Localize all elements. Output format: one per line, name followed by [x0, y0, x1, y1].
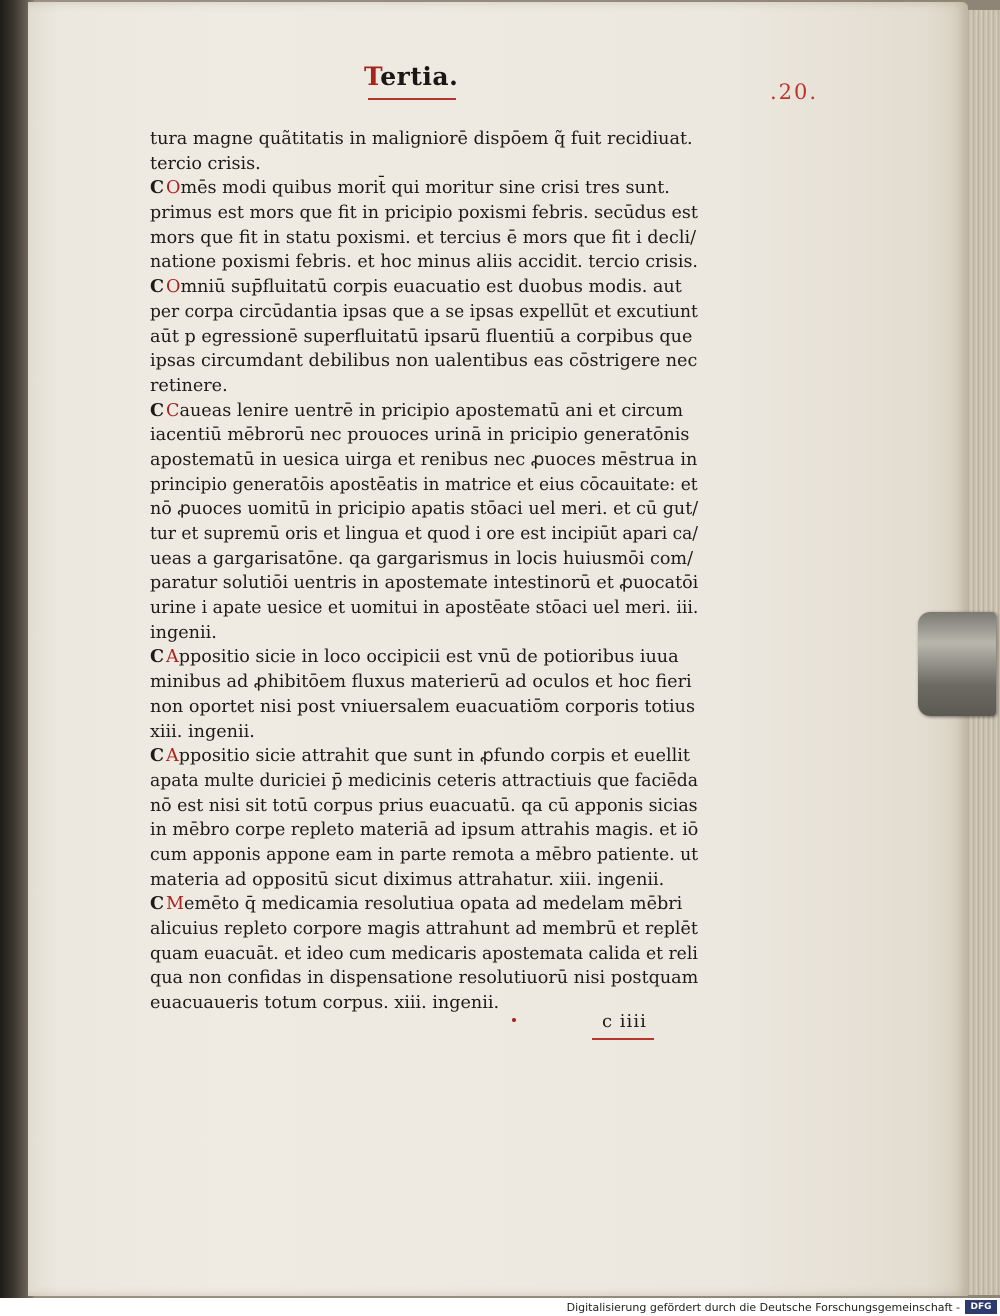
- text-line: [150, 818, 707, 843]
- line-text: per corpa circūdantia ipsas que a se ipsas expellūt et excutiunt: [150, 301, 698, 322]
- line-text: primus est mors que fit in pricipio poxismi febris. secūdus est: [150, 203, 698, 224]
- line-text: mors que fit in statu poxismi. et tercius ē mors que fit i decli/: [150, 227, 696, 248]
- text-line: [150, 892, 710, 917]
- folio-number: .20.: [770, 80, 819, 104]
- line-text: cum apponis appone eam in parte remota a mēbro patiente. ut: [150, 844, 699, 865]
- paragraph-mark: C: [150, 893, 165, 915]
- text-line: [150, 399, 710, 424]
- paragraph-mark: C: [150, 399, 165, 421]
- paragraph-mark: C: [150, 745, 165, 767]
- signature-mark: c iiii: [602, 1011, 647, 1032]
- rubricated-initial: A: [166, 647, 179, 668]
- text-line: [150, 325, 710, 350]
- text-line: [150, 176, 710, 201]
- line-text: principio generatōis apostēatis in matrice et eius cōcauitate: et: [150, 474, 698, 495]
- signature-underline: [592, 1038, 654, 1040]
- text-line: [150, 522, 699, 547]
- line-text: qua non confidas in dispensatione resolutiuorū nisi postquam: [150, 968, 699, 989]
- line-text: nō ꝓuoces uomitū in pricipio apatis stōaci uel meri. et cū gut/: [150, 499, 699, 520]
- line-text: tercio crisis.: [150, 153, 261, 174]
- text-line: [150, 720, 710, 745]
- line-text: ppositio sicie attrahit que sunt in ꝓfundo corpis et euellit: [178, 746, 690, 767]
- text-line: [150, 794, 702, 819]
- text-line: [150, 250, 705, 275]
- text-line: [150, 275, 710, 300]
- text-line: [150, 300, 698, 325]
- dfg-logo: DFG: [965, 1300, 997, 1314]
- metal-clasp: [918, 612, 996, 716]
- rubricated-initial: M: [166, 894, 185, 915]
- line-text: ppositio sicie in loco occipicii est vnū de potioribus iuua: [178, 647, 679, 668]
- text-line: [150, 645, 710, 670]
- text-line: [150, 695, 710, 720]
- text-line: [150, 423, 710, 448]
- text-line: [150, 966, 709, 991]
- line-text: tura magne quãtitatis in maligniorē dispōem q̃ fuit recidiuat.: [150, 129, 693, 149]
- rubricated-initial: O: [166, 178, 181, 199]
- text-line: [150, 942, 696, 967]
- line-text: aueas lenire uentrē in pricipio apostematū ani et circum: [179, 400, 684, 421]
- rubricated-initial: O: [166, 277, 181, 298]
- line-text: in mēbro corpe repleto materiā ad ipsum attrahis magis. et iō: [150, 820, 699, 841]
- running-head-initial: T: [364, 62, 381, 91]
- text-line: [150, 670, 710, 695]
- text-line: [150, 621, 710, 646]
- line-text: apata multe duriciei p̄ medicinis ceteris attractiuis que faciēda: [150, 770, 699, 791]
- text-line: [150, 868, 710, 893]
- line-text: nō est nisi sit totū corpus prius euacuatū. qa cū apponis sicias: [150, 795, 698, 816]
- line-text: euacuaueris totum corpus. xiii. ingenii.: [150, 993, 500, 1014]
- line-text: non oportet nisi post vniuersalem euacuatiōm corporis totius: [150, 696, 696, 717]
- paragraph-mark: C: [150, 276, 165, 298]
- footer-credit: Digitalisierung gefördert durch die Deutsche Forschungsgemeinschaft -: [566, 1301, 960, 1314]
- line-text: paratur solutiōi uentris in apostemate intestinorū et ꝓuocatōi: [150, 573, 699, 594]
- text-line: [150, 596, 699, 621]
- running-head-rest: ertia.: [380, 62, 459, 91]
- line-text: emēto q̄ medicamia resolutiua opata ad medelam mēbri: [184, 894, 683, 915]
- line-text: apostematū in uesica uirga et renibus nec ꝓuoces mēstrua in: [150, 449, 698, 470]
- text-line: [150, 349, 710, 374]
- line-text: mniū sup̄fluitatū corpis euacuatio est duobus modis. aut: [180, 277, 682, 298]
- line-text: urine i apate uesice et uomitui in apostēate stōaci uel meri. iii.: [150, 598, 699, 619]
- text-line: [150, 571, 708, 596]
- text-line: [150, 127, 710, 152]
- line-text: retinere.: [150, 375, 228, 396]
- text-line: [150, 917, 706, 942]
- text-line: [150, 473, 698, 498]
- text-line: [150, 843, 698, 868]
- running-head-underline: [368, 98, 456, 100]
- text-line: [150, 226, 710, 251]
- red-dot-mark: [512, 1018, 516, 1022]
- line-text: natione poxismi febris. et hoc minus aliis accidit. tercio crisis.: [150, 252, 698, 273]
- line-text: materia ad oppositū sicut diximus attrahatur. xiii. ingenii.: [150, 869, 665, 890]
- text-line: [150, 201, 707, 226]
- text-line: [150, 769, 697, 794]
- line-text: mēs modi quibus morit̄ qui moritur sine crisi tres sunt.: [180, 178, 670, 199]
- running-head: [364, 62, 458, 91]
- line-text: aūt p egressionē superfluitatū ipsarū fluentiū a corpibus que: [150, 326, 693, 347]
- paragraph-mark: C: [150, 646, 165, 668]
- line-text: xiii. ingenii.: [150, 721, 255, 742]
- line-text: ipsas circumdant debilibus non ualentibus eas cōstrigere nec: [150, 351, 698, 372]
- body-text: [150, 127, 710, 1016]
- line-text: iacentiū mēbrorū nec prouoces urinā in pricipio generatōnis: [150, 425, 690, 446]
- rubricated-initial: A: [166, 746, 179, 767]
- line-text: tur et supremū oris et lingua et quod i ore est incipiūt apari ca/: [150, 524, 699, 544]
- line-text: ueas a gargarisatōne. qa gargarismus in locis huiusmōi com/: [150, 548, 694, 569]
- line-text: quam euacuāt. et ideo cum medicaris apostemata calida et reli: [150, 943, 698, 964]
- line-text: ingenii.: [150, 622, 217, 643]
- text-line: [150, 374, 710, 399]
- line-text: alicuius repleto corpore magis attrahunt ad membrū et replēt: [150, 919, 698, 939]
- text-line: [150, 744, 710, 769]
- text-line: [150, 152, 710, 177]
- text-line: [150, 448, 710, 473]
- paragraph-mark: C: [150, 177, 165, 199]
- text-line: [150, 547, 710, 572]
- rubricated-initial: C: [166, 400, 180, 421]
- text-line: [150, 497, 707, 522]
- line-text: minibus ad ꝓhibitōem fluxus materierū ad oculos et hoc fieri: [150, 672, 692, 693]
